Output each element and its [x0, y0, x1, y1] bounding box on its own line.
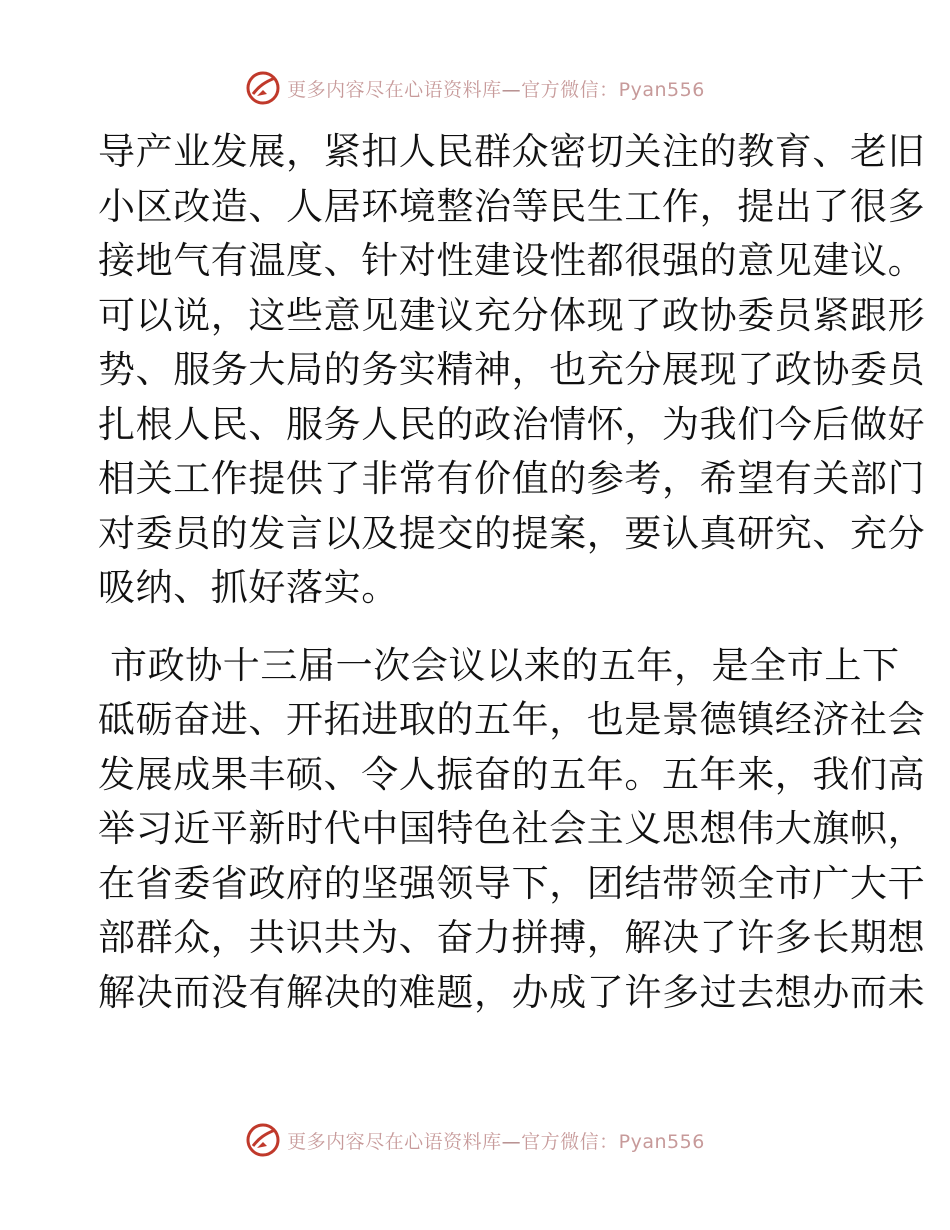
brand-logo-icon: [245, 70, 281, 106]
text-line: 对委员的发言以及提交的提案，要认真研究、充分: [98, 511, 926, 555]
text-line: 相关工作提供了非常有价值的参考，希望有关部门: [98, 457, 926, 500]
paragraph-2: [98, 639, 926, 1021]
document-body: [98, 125, 926, 1020]
text-line: 导产业发展，紧扣人民群众密切关注的教育、老旧: [98, 130, 926, 173]
text-line: 发展成果丰硕、令人振奋的五年。五年来，我们高: [98, 752, 926, 796]
text-line: 砥砺奋进、开拓进取的五年，也是景德镇经济社会: [98, 698, 926, 741]
text-line: 势、服务大局的务实精神，也充分展现了政协委员: [98, 348, 926, 391]
footer-banner-contact: 官方微信：Pyan556: [521, 1130, 705, 1153]
header-banner-main: 更多内容尽在心语资料库: [287, 78, 502, 101]
header-banner-separator: —: [501, 78, 522, 101]
paragraph-1: [98, 125, 926, 616]
text-line: 举习近平新时代中国特色社会主义思想伟大旗帜，: [98, 807, 926, 850]
text-line: 解决而没有解决的难题，办成了许多过去想办而未: [98, 970, 926, 1014]
text-line: 市政协十三届一次会议以来的五年，是全市上下: [110, 643, 900, 687]
header-banner-text: [287, 75, 705, 102]
header-banner-contact: 官方微信：Pyan556: [521, 78, 705, 101]
text-line: 接地气有温度、针对性建设性都很强的意见建议。: [98, 239, 926, 282]
footer-banner-text: [287, 1127, 705, 1154]
text-line: 小区改造、人居环境整治等民生工作，提出了很多: [98, 184, 926, 228]
text-line: 扎根人民、服务人民的政治情怀，为我们今后做好: [98, 402, 926, 446]
page-header-banner: [0, 70, 950, 106]
footer-banner-separator: —: [501, 1130, 522, 1153]
paragraph-spacer: [98, 616, 858, 639]
text-line: 吸纳、抓好落实。: [98, 566, 399, 609]
page-footer-banner: [0, 1122, 950, 1158]
footer-banner-main: 更多内容尽在心语资料库: [287, 1130, 502, 1153]
text-line: 部群众，共识共为、奋力拼搏，解决了许多长期想: [98, 916, 926, 959]
text-line: 可以说，这些意见建议充分体现了政协委员紧跟形: [98, 293, 926, 337]
brand-logo-icon: [245, 1122, 281, 1158]
text-line: 在省委省政府的坚强领导下，团结带领全市广大干: [98, 861, 926, 905]
